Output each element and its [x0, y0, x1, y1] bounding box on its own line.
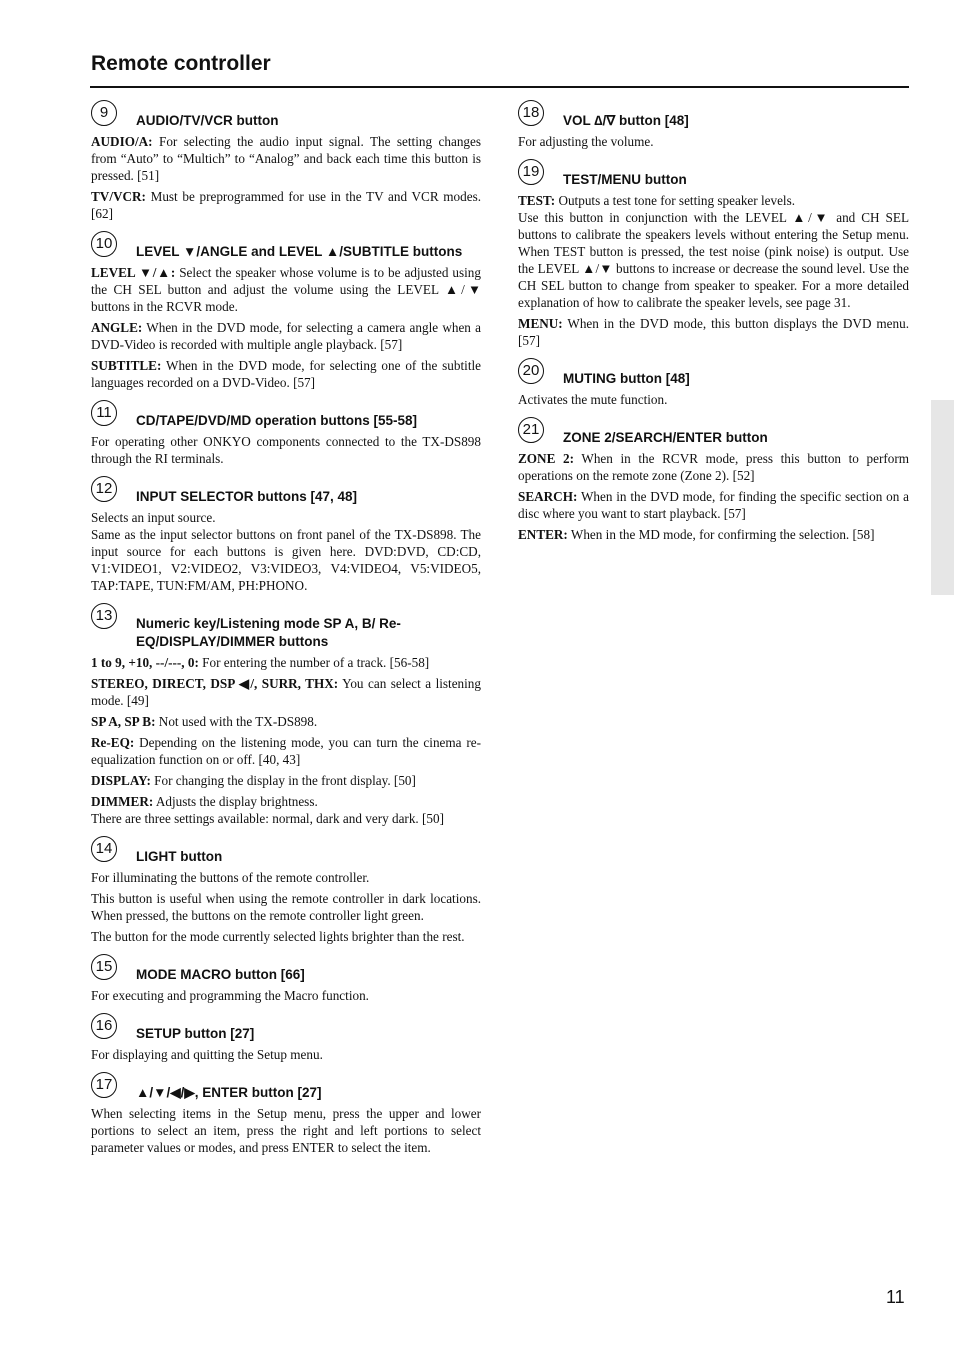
- paragraph-label: Re-EQ:: [91, 735, 135, 750]
- paragraph-text: When in the RCVR mode, press this button to perform operations on the remote zone (Zone 2). [52]: [518, 451, 910, 483]
- section-title: VOL ∆/∇ button [48]: [563, 113, 689, 128]
- paragraph-label: 1 to 9, +10, --/---, 0:: [91, 655, 199, 670]
- section-paragraph: [91, 1046, 481, 1063]
- section-title: ZONE 2/SEARCH/ENTER button: [563, 430, 768, 445]
- section-17: [91, 1072, 481, 1156]
- paragraph-label: ZONE 2:: [518, 451, 574, 466]
- section-heading: [518, 358, 909, 388]
- section-number-badge: 20: [518, 358, 544, 384]
- section-paragraph: [518, 488, 909, 522]
- section-paragraph: [91, 869, 481, 886]
- section-number-badge: 10: [91, 231, 117, 257]
- section-paragraph: [91, 133, 481, 184]
- paragraph-label: TV/VCR:: [91, 189, 146, 204]
- section-paragraph: [91, 772, 481, 789]
- section-number-badge: 9: [91, 100, 117, 126]
- section-21: [518, 417, 909, 543]
- section-heading: [91, 231, 481, 261]
- section-paragraph: [91, 928, 481, 945]
- section-heading: [91, 100, 481, 130]
- section-number-badge: 16: [91, 1013, 117, 1039]
- section-number-badge: 11: [91, 400, 117, 426]
- section-heading: [91, 836, 481, 866]
- section-heading: [91, 603, 481, 651]
- section-12: [91, 476, 481, 594]
- section-20: [518, 358, 909, 408]
- section-paragraph: [518, 133, 909, 150]
- section-heading: [91, 1013, 481, 1043]
- section-paragraph: [91, 987, 481, 1004]
- section-14: [91, 836, 481, 945]
- paragraph-label: DISPLAY:: [91, 773, 151, 788]
- paragraph-text: When in the MD mode, for confirming the selection. [58]: [567, 527, 875, 542]
- section-paragraph: [91, 713, 481, 730]
- paragraph-label: TEST:: [518, 193, 556, 208]
- paragraph-label: ANGLE:: [91, 320, 143, 335]
- section-paragraph: [518, 526, 909, 543]
- paragraph-label: LEVEL ▼/▲:: [91, 265, 176, 280]
- paragraph-text: For operating other ONKYO components connected to the TX-DS898 through the RI terminals.: [91, 434, 481, 466]
- section-title: ▲/▼/◀/▶, ENTER button [27]: [136, 1085, 322, 1100]
- paragraph-text: The button for the mode currently selected lights brighter than the rest.: [91, 929, 465, 944]
- paragraph-label: AUDIO/A:: [91, 134, 153, 149]
- section-title: INPUT SELECTOR buttons [47, 48]: [136, 489, 358, 504]
- section-paragraph: [518, 450, 909, 484]
- paragraph-text: For illuminating the buttons of the remote controller.: [91, 870, 370, 885]
- paragraph-text: When in the DVD mode, this button displays the DVD menu. [57]: [518, 316, 909, 348]
- side-tab: [931, 400, 954, 595]
- section-heading: [91, 476, 481, 506]
- paragraph-text: Must be preprogrammed for use in the TV and VCR modes. [62]: [91, 189, 481, 221]
- paragraph-text: When in the DVD mode, for selecting a camera angle when a DVD-Video is recorded with multiple angle playback. [57]: [91, 320, 481, 352]
- section-number-badge: 21: [518, 417, 544, 443]
- paragraph-text: For changing the display in the front display. [50]: [150, 773, 416, 788]
- section-number-badge: 18: [518, 100, 544, 126]
- section-paragraph: [91, 319, 481, 353]
- section-number-badge: 17: [91, 1072, 117, 1098]
- paragraph-label: MENU:: [518, 316, 563, 331]
- section-title: Numeric key/Listening mode SP A, B/ Re-EQ/DISPLAY/DIMMER buttons: [136, 616, 401, 649]
- section-title: LIGHT button: [136, 849, 223, 864]
- section-heading: [518, 417, 909, 447]
- paragraph-label: STEREO, DIRECT, DSP ◀/, SURR, THX:: [91, 676, 339, 691]
- section-heading: [91, 400, 481, 430]
- paragraph-text: Adjusts the display brightness.: [153, 794, 318, 809]
- section-heading: [91, 954, 481, 984]
- section-number-badge: 14: [91, 836, 117, 862]
- section-paragraph: [91, 675, 481, 709]
- section-paragraph: [91, 433, 481, 467]
- paragraph-text: For entering the number of a track. [56-58]: [198, 655, 430, 670]
- section-title: CD/TAPE/DVD/MD operation buttons [55-58]: [136, 413, 418, 428]
- section-heading: [518, 100, 909, 130]
- section-paragraph: [91, 734, 481, 768]
- paragraph-text: When selecting items in the Setup menu, press the upper and lower portions to select an item, press the right and left portions to select parameter values or modes, and press ENTER to select the item.: [91, 1106, 481, 1155]
- paragraph-text: You can select a listening mode. [49]: [91, 676, 481, 708]
- section-number-badge: 12: [91, 476, 117, 502]
- section-16: [91, 1013, 481, 1063]
- section-title: TEST/MENU button: [563, 172, 687, 187]
- paragraph-label: SUBTITLE:: [91, 358, 162, 373]
- section-title: AUDIO/TV/VCR button: [136, 113, 279, 128]
- section-10: [91, 231, 481, 391]
- paragraph-text: Depending on the listening mode, you can turn the cinema re-equalization function on or off. [40, 43]: [91, 735, 481, 767]
- paragraph-text: Use this button in conjunction with the LEVEL ▲/▼ and CH SEL buttons to calibrate the speakers levels without entering the Setup menu. When TEST button is pressed, the test noise (pink noise) is output. Use the LEVEL ▲/▼ buttons to increase or decrease the sound level. Use the CH SEL button to change from speaker to speaker. For a more detailed explanation of how to calibrate the speaker levels, see page 31.: [518, 210, 909, 310]
- paragraph-text: For adjusting the volume.: [518, 134, 654, 149]
- paragraph-text: When in the DVD mode, for selecting one of the subtitle languages recorded on a DVD-Video. [57]: [91, 358, 481, 390]
- paragraph-label: ENTER:: [518, 527, 568, 542]
- paragraph-text: For displaying and quitting the Setup menu.: [91, 1047, 323, 1062]
- left-column: [91, 100, 481, 1160]
- paragraph-text: When in the DVD mode, for finding the specific section on a disc where you want to start playback. [57]: [518, 489, 909, 521]
- section-paragraph: [91, 890, 481, 924]
- section-paragraph: [518, 315, 909, 349]
- section-paragraph: [91, 793, 481, 810]
- section-title: LEVEL ▼/ANGLE and LEVEL ▲/SUBTITLE buttons: [136, 244, 463, 259]
- paragraph-text: Not used with the TX-DS898.: [155, 714, 318, 729]
- page-number: 11: [886, 1287, 905, 1307]
- paragraph-text: Select the speaker whose volume is to be adjusted using the CH SEL button and adjust the volume using the LEVEL ▲/▼ buttons in the RCVR mode.: [91, 265, 481, 314]
- paragraph-text: For executing and programming the Macro function.: [91, 988, 369, 1003]
- section-13: [91, 603, 481, 827]
- section-paragraph: [91, 654, 481, 671]
- section-paragraph: [91, 188, 481, 222]
- paragraph-text: This button is useful when using the remote controller in dark locations. When pressed, the buttons on the remote controller light green.: [91, 891, 481, 923]
- section-paragraph: [91, 810, 481, 827]
- section-title: SETUP button [27]: [136, 1026, 255, 1041]
- right-column: [518, 100, 909, 547]
- section-number-badge: 13: [91, 603, 117, 629]
- section-paragraph: [91, 526, 481, 594]
- section-15: [91, 954, 481, 1004]
- section-paragraph: [91, 357, 481, 391]
- paragraph-text: There are three settings available: normal, dark and very dark. [50]: [91, 811, 444, 826]
- section-9: [91, 100, 481, 222]
- section-18: [518, 100, 909, 150]
- paragraph-text: Selects an input source.: [91, 510, 216, 525]
- section-title: MUTING button [48]: [563, 371, 690, 386]
- section-number-badge: 15: [91, 954, 117, 980]
- section-paragraph: [518, 209, 909, 311]
- title-rule: [90, 86, 909, 88]
- section-heading: [518, 159, 909, 189]
- paragraph-text: Same as the input selector buttons on front panel of the TX-DS898. The input source for each buttons is given here. DVD:DVD, CD:CD, V1:VIDEO1, V2:VIDEO2, V3:VIDEO3, V4:VIDEO4, V5:VIDEO5, TAP:TAPE, TUN:FM/AM, PH:PHONO.: [91, 527, 481, 593]
- paragraph-label: SP A, SP B:: [91, 714, 156, 729]
- section-11: [91, 400, 481, 467]
- section-paragraph: [518, 391, 909, 408]
- paragraph-label: SEARCH:: [518, 489, 578, 504]
- section-paragraph: [91, 1105, 481, 1156]
- section-heading: [91, 1072, 481, 1102]
- page-title: Remote controller: [91, 52, 271, 75]
- section-paragraph: [518, 192, 909, 209]
- section-paragraph: [91, 264, 481, 315]
- section-paragraph: [91, 509, 481, 526]
- section-number-badge: 19: [518, 159, 544, 185]
- section-19: [518, 159, 909, 349]
- section-title: MODE MACRO button [66]: [136, 967, 305, 982]
- paragraph-text: Outputs a test tone for setting speaker levels.: [555, 193, 796, 208]
- paragraph-text: Activates the mute function.: [518, 392, 668, 407]
- paragraph-text: For selecting the audio input signal. The setting changes from “Auto” to “Multich” to “Analog” and back each time this button is pressed. [51]: [91, 134, 481, 183]
- paragraph-label: DIMMER:: [91, 794, 154, 809]
